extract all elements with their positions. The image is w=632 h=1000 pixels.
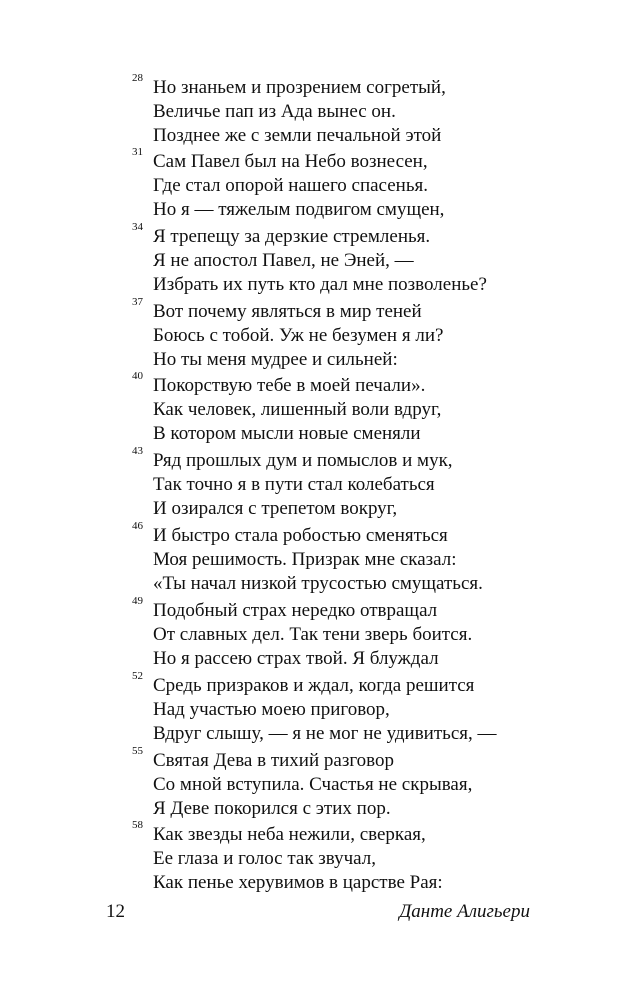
- poem-line: Святая Дева в тихий разговор: [153, 750, 394, 771]
- poem-line: Ее глаза и голос так звучал,: [153, 848, 377, 869]
- verse-number: 55: [132, 745, 143, 757]
- poem-line: Как звезды неба нежили, сверкая,: [153, 824, 426, 845]
- poem-line: Сам Павел был на Небо вознесен,: [153, 151, 428, 172]
- poem-line: Как человек, лишенный воли вдруг,: [153, 399, 442, 420]
- poem-line: Вот почему являться в мир теней: [153, 301, 422, 322]
- poem-line: Боюсь с тобой. Уж не безумен я ли?: [153, 325, 444, 346]
- verse-number: 46: [132, 520, 143, 532]
- verse-number: 52: [132, 670, 143, 682]
- page-number: 12: [106, 901, 125, 922]
- poem-line: Избрать их путь кто дал мне позволенье?: [153, 274, 487, 295]
- poem-line: Позднее же с земли печальной этой: [153, 125, 442, 146]
- poem-line: Вдруг слышу, — я не мог не удивиться, —: [153, 723, 497, 744]
- poem-line: Ряд прошлых дум и помыслов и мук,: [153, 450, 453, 471]
- poem-line: В котором мысли новые сменяли: [153, 423, 421, 444]
- poem-line: Но знаньем и прозрением согретый,: [153, 77, 446, 98]
- poem-line: Со мной вступила. Счастья не скрывая,: [153, 774, 473, 795]
- poem-line: Как пенье херувимов в царстве Рая:: [153, 872, 443, 893]
- verse-number: 34: [132, 221, 143, 233]
- poem-line: Но я — тяжелым подвигом смущен,: [153, 199, 445, 220]
- poem-line: Величье пап из Ада вынес он.: [153, 101, 396, 122]
- poem-line: Где стал опорой нашего спасенья.: [153, 175, 428, 196]
- verse-number: 40: [132, 370, 143, 382]
- poem-line: Я Деве покорился с этих пор.: [153, 798, 391, 819]
- verse-number: 43: [132, 445, 143, 457]
- poem-line: Средь призраков и ждал, когда решится: [153, 675, 475, 696]
- verse-number: 49: [132, 595, 143, 607]
- poem-line: Над участью моею приговор,: [153, 699, 390, 720]
- poem-line: И озирался с трепетом вокруг,: [153, 498, 398, 519]
- verse-number: 58: [132, 819, 143, 831]
- poem-line: От славных дел. Так тени зверь боится.: [153, 624, 473, 645]
- poem-line: «Ты начал низкой трусостью смущаться.: [153, 573, 483, 594]
- poem-line: Так точно я в пути стал колебаться: [153, 474, 435, 495]
- verse-number: 37: [132, 296, 143, 308]
- running-footer-author: Данте Алигьери: [399, 901, 530, 922]
- poem-line: Покорствую тебе в моей печали».: [153, 375, 426, 396]
- poem-line: Я не апостол Павел, не Эней, —: [153, 250, 414, 271]
- poem-line: Но ты меня мудрее и сильней:: [153, 349, 398, 370]
- poem-line: И быстро стала робостью сменяться: [153, 525, 448, 546]
- verse-number: 31: [132, 146, 143, 158]
- verse-number: 28: [132, 72, 143, 84]
- poem-line: Моя решимость. Призрак мне сказал:: [153, 549, 457, 570]
- poem-line: Я трепещу за дерзкие стремленья.: [153, 226, 431, 247]
- poem-line: Подобный страх нередко отвращал: [153, 600, 438, 621]
- poem-line: Но я рассею страх твой. Я блуждал: [153, 648, 439, 669]
